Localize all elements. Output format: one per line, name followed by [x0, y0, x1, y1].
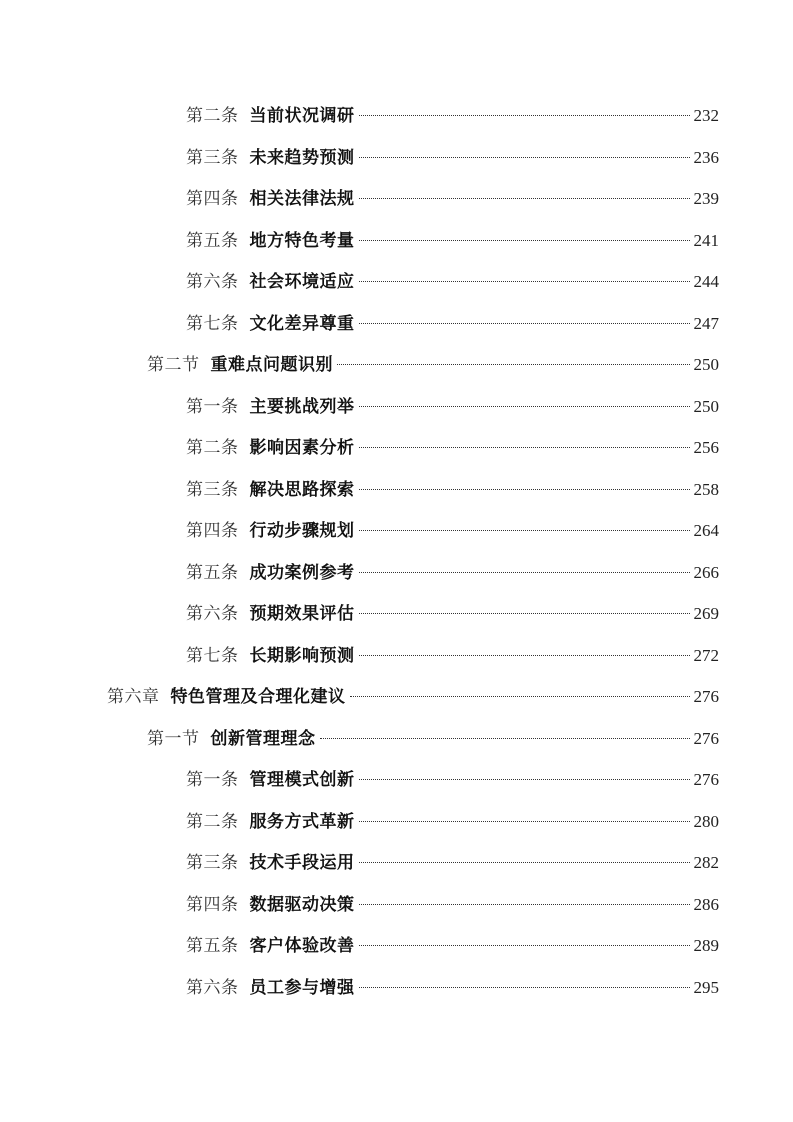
toc-entry-title: 当前状况调研 — [249, 106, 355, 126]
toc-entry-page: 247 — [693, 313, 719, 333]
toc-entry-page: 264 — [693, 521, 719, 540]
toc-entry[interactable] — [186, 890, 719, 920]
toc-entry-number: 第五条 — [186, 230, 239, 251]
toc-entry[interactable] — [147, 724, 719, 754]
toc-entry-page: 272 — [693, 645, 719, 665]
toc-entry[interactable] — [186, 599, 719, 629]
toc-entry[interactable] — [186, 267, 719, 297]
dot-leader — [350, 696, 690, 697]
toc-entry[interactable] — [186, 931, 719, 961]
toc-entry[interactable] — [147, 350, 719, 380]
toc-entry-title: 行动步骤规划 — [249, 521, 355, 541]
toc-entry-title: 长期影响预测 — [249, 645, 355, 666]
toc-entry-page: 282 — [693, 853, 719, 872]
toc-entry-page: 289 — [693, 936, 719, 955]
toc-entry-number: 第五条 — [186, 562, 239, 583]
toc-entry-page: 269 — [693, 604, 719, 623]
toc-entry-number: 第六章 — [107, 687, 160, 707]
toc-entry-number: 第六条 — [186, 977, 239, 998]
toc-entry-title: 员工参与增强 — [249, 977, 355, 998]
dot-leader — [337, 364, 690, 365]
toc-entry[interactable] — [186, 309, 719, 339]
toc-entry[interactable] — [186, 226, 719, 256]
toc-entry-page: 239 — [693, 189, 719, 208]
toc-entry[interactable] — [186, 765, 719, 795]
toc-entry[interactable] — [186, 516, 719, 546]
dot-leader — [359, 572, 690, 573]
toc-entry-number: 第一条 — [186, 770, 239, 790]
toc-entry-title: 服务方式革新 — [249, 811, 355, 832]
toc-entry-title: 客户体验改善 — [249, 936, 355, 956]
toc-entry[interactable] — [186, 392, 719, 422]
toc-entry-number: 第二条 — [186, 106, 239, 126]
dot-leader — [359, 281, 690, 282]
toc-entry[interactable] — [186, 641, 719, 671]
toc-entry-title: 影响因素分析 — [249, 438, 355, 458]
dot-leader — [359, 115, 690, 116]
toc-entry-number: 第四条 — [186, 189, 239, 209]
dot-leader — [359, 530, 690, 531]
toc-entry-title: 未来趋势预测 — [249, 147, 355, 168]
toc-entry-number: 第三条 — [186, 479, 239, 500]
toc-entry[interactable] — [186, 433, 719, 463]
toc-entry-page: 258 — [693, 479, 719, 499]
toc-entry-title: 数据驱动决策 — [249, 894, 355, 915]
toc-entry-title: 技术手段运用 — [249, 853, 355, 873]
toc-entry-title: 相关法律法规 — [249, 189, 355, 209]
toc-entry-page: 232 — [693, 106, 719, 125]
dot-leader — [359, 157, 690, 158]
toc-entry-page: 241 — [693, 230, 719, 250]
toc-entry-page: 250 — [693, 396, 719, 416]
toc-entry-title: 地方特色考量 — [249, 230, 355, 251]
dot-leader — [359, 987, 690, 988]
toc-entry-number: 第七条 — [186, 645, 239, 666]
toc-entry-page: 236 — [693, 147, 719, 167]
dot-leader — [359, 489, 690, 490]
dot-leader — [359, 862, 690, 863]
toc-entry-title: 重难点问题识别 — [210, 355, 333, 375]
toc-entry-number: 第四条 — [186, 894, 239, 915]
toc-entry-title: 社会环境适应 — [249, 272, 355, 292]
toc-entry-number: 第二条 — [186, 438, 239, 458]
toc-entry-title: 主要挑战列举 — [249, 396, 355, 417]
dot-leader — [359, 613, 690, 614]
toc-entry-page: 276 — [693, 770, 719, 789]
toc-entry-number: 第六条 — [186, 272, 239, 292]
toc-entry-number: 第六条 — [186, 604, 239, 624]
toc-entry-page: 276 — [693, 687, 719, 706]
dot-leader — [359, 198, 690, 199]
toc-entry-title: 特色管理及合理化建议 — [170, 687, 346, 707]
dot-leader — [359, 240, 690, 241]
toc-entry-number: 第三条 — [186, 853, 239, 873]
toc-entry-number: 第四条 — [186, 521, 239, 541]
dot-leader — [359, 323, 690, 324]
toc-entry[interactable] — [186, 848, 719, 878]
toc-entry-number: 第一节 — [147, 728, 200, 749]
toc-entry-page: 280 — [693, 811, 719, 831]
toc-entry-page: 266 — [693, 562, 719, 582]
toc-entry[interactable] — [186, 558, 719, 588]
toc-entry-page: 295 — [693, 977, 719, 997]
dot-leader — [359, 406, 690, 407]
toc-entry-page: 276 — [693, 728, 719, 748]
toc-entry[interactable] — [186, 101, 719, 131]
toc-entry-title: 文化差异尊重 — [249, 313, 355, 334]
toc-entry[interactable] — [186, 807, 719, 837]
toc-entry[interactable] — [186, 475, 719, 505]
toc-entry-number: 第二节 — [147, 355, 200, 375]
toc-entry[interactable] — [186, 143, 719, 173]
toc-entry[interactable] — [186, 973, 719, 1003]
toc-entry-number: 第五条 — [186, 936, 239, 956]
toc-entry-title: 创新管理理念 — [210, 728, 316, 749]
toc-entry-title: 解决思路探索 — [249, 479, 355, 500]
toc-entry-page: 244 — [693, 272, 719, 291]
dot-leader — [359, 945, 690, 946]
toc-entry-number: 第二条 — [186, 811, 239, 832]
toc-entry[interactable] — [107, 682, 719, 712]
dot-leader — [359, 779, 690, 780]
toc-entry-title: 预期效果评估 — [249, 604, 355, 624]
dot-leader — [359, 904, 690, 905]
toc-entry-number: 第一条 — [186, 396, 239, 417]
toc-entry[interactable] — [186, 184, 719, 214]
dot-leader — [359, 821, 690, 822]
toc-entry-page: 256 — [693, 438, 719, 457]
toc-entry-number: 第七条 — [186, 313, 239, 334]
dot-leader — [320, 738, 690, 739]
toc-entry-page: 286 — [693, 894, 719, 914]
dot-leader — [359, 655, 690, 656]
toc-entry-title: 成功案例参考 — [249, 562, 355, 583]
dot-leader — [359, 447, 690, 448]
toc-entry-number: 第三条 — [186, 147, 239, 168]
toc-entry-page: 250 — [693, 355, 719, 374]
toc-entry-title: 管理模式创新 — [249, 770, 355, 790]
